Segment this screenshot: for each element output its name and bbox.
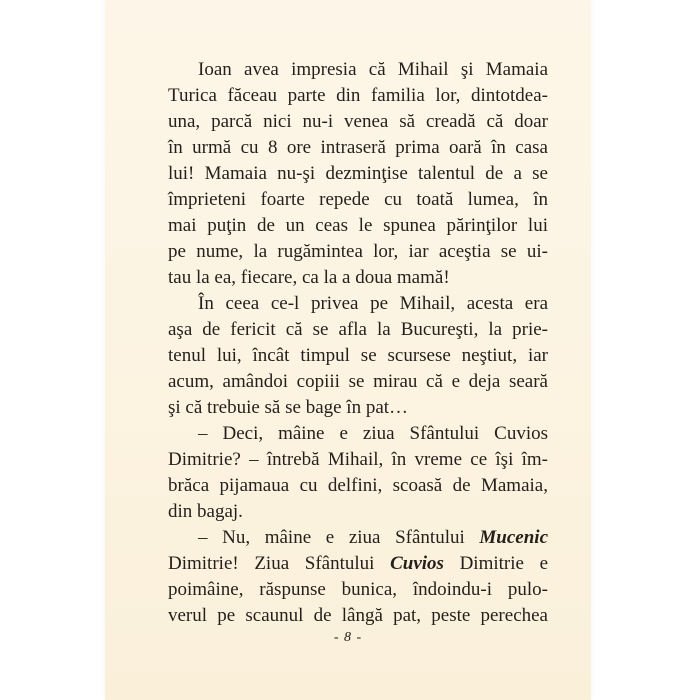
text-segment: Dimitrie! Ziua Sfântului <box>168 553 391 574</box>
text-segment: tau la ea, fiecare, ca la a doua mamă! <box>168 267 450 288</box>
text-segment: tenul lui, încât timpul se scursese neştiut, iar <box>168 345 548 366</box>
text-line <box>168 83 548 109</box>
text-segment: lui! Mamaia nu-şi dezminţise talentul de a se <box>168 163 548 184</box>
emphasized-text: Cuvios <box>390 553 444 574</box>
text-segment: verul pe scaunul de lângă pat, peste perechea <box>168 605 548 626</box>
text-segment: aşa de fericit că se afla la Bucureşti, la prie- <box>168 319 548 340</box>
text-line <box>168 317 548 343</box>
text-line <box>168 265 548 291</box>
page-text <box>168 57 548 629</box>
text-segment: – Nu, mâine e ziua Sfântului <box>198 527 480 548</box>
text-line <box>168 343 548 369</box>
text-line <box>168 161 548 187</box>
text-segment: – Deci, mâine e ziua Sfântului Cuvios <box>198 423 548 444</box>
text-line <box>168 447 548 473</box>
text-segment: acum, amândoi copiii se mirau că e deja seară <box>168 371 548 392</box>
text-line <box>168 499 548 525</box>
text-segment: Dimitrie? – întrebă Mihail, în vreme ce îşi îm- <box>168 449 548 470</box>
emphasized-text: Mucenic <box>479 527 548 548</box>
text-segment: Turica făceau parte din familia lor, dintotdea- <box>168 85 548 106</box>
text-segment: mai puţin de un ceas le spunea părinţilor lui <box>168 215 548 236</box>
text-segment: împrieteni foarte repede cu toată lumea, în <box>168 189 548 210</box>
text-line <box>168 213 548 239</box>
text-segment: Ioan avea impresia că Mihail şi Mamaia <box>198 59 548 80</box>
text-segment: În ceea ce-l privea pe Mihail, acesta era <box>198 293 548 314</box>
text-line <box>168 187 548 213</box>
text-segment: una, parcă nici nu-i venea să creadă că doar <box>168 111 548 132</box>
text-segment: din bagaj. <box>168 501 243 522</box>
text-line <box>168 577 548 603</box>
page-number: - 8 - <box>333 630 363 645</box>
text-line <box>168 109 548 135</box>
text-segment: şi că trebuie să se bage în pat… <box>168 397 409 418</box>
text-segment: brăca pijamaua cu delfini, scoasă de Mamaia, <box>168 475 548 496</box>
text-line <box>168 421 548 447</box>
text-segment: pe nume, la rugămintea lor, iar aceştia se ui- <box>168 241 548 262</box>
text-line <box>168 473 548 499</box>
text-line <box>168 239 548 265</box>
text-line <box>168 369 548 395</box>
text-line <box>168 603 548 629</box>
text-segment: poimâine, răspunse bunica, îndoindu-i pulo- <box>168 579 548 600</box>
text-line <box>168 525 548 551</box>
text-line <box>168 135 548 161</box>
text-line <box>168 57 548 83</box>
text-segment: în urmă cu 8 ore intraseră prima oară în casa <box>168 137 548 158</box>
book-page <box>105 0 591 700</box>
text-segment: Dimitrie e <box>443 553 549 574</box>
text-line <box>168 291 548 317</box>
text-line <box>168 551 548 577</box>
text-line <box>168 395 548 421</box>
